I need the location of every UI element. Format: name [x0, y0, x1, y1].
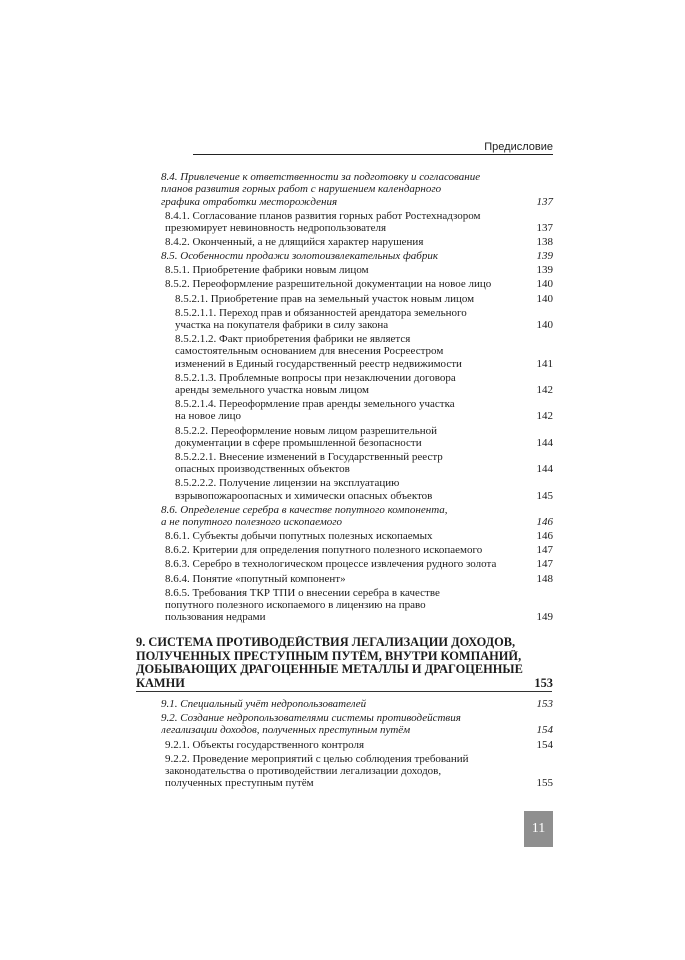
toc-page-number: 144: [536, 463, 553, 476]
toc-entry-line: [165, 765, 533, 777]
toc-subsection-entry: [135, 307, 553, 332]
toc-entry-line: [136, 677, 533, 690]
toc-entry-text: 8.5.1. Приобретение фабрики новым лицом: [165, 264, 369, 277]
toc-entry-text: ДОБЫВАЮЩИХ ДРАГОЦЕННЫЕ МЕТАЛЛЫ И ДРАГОЦЕННЫЕ: [136, 663, 523, 677]
toc-entry-line: [175, 477, 533, 489]
toc-entry-line: [161, 724, 533, 736]
toc-entry-text: 9.2.2. Проведение мероприятий с целью соблюдения требований: [165, 752, 469, 765]
toc-entry-line: [175, 293, 533, 305]
toc-page-number: 137: [536, 195, 553, 208]
toc-subsection-entry: [135, 451, 553, 476]
toc-entry-line: [165, 278, 533, 290]
toc-entry-text: графика отработки месторождения: [161, 195, 338, 208]
toc-section-entry: [135, 712, 553, 737]
toc-section-entry: [135, 698, 553, 710]
toc-entry-line: [175, 437, 533, 449]
toc-entry-line: [161, 516, 533, 528]
toc-section-entry: [135, 250, 553, 262]
toc-page-number: 137: [536, 221, 553, 234]
toc-entry-text: 8.5.2.1. Приобретение прав на земельный участок новым лицом: [175, 292, 475, 305]
toc-page-number: 141: [536, 357, 553, 370]
toc-entry-line: [161, 504, 533, 516]
toc-entry-text: 8.5. Особенности продажи золотоизвлекательных фабрик: [161, 250, 438, 263]
toc-subsection-entry: [135, 333, 553, 370]
toc-entry-text: попутного полезного ископаемого в лицензию на право: [165, 598, 426, 611]
toc-entry-line: [165, 210, 533, 222]
toc-entry-text: 8.6.5. Требования ТКР ТПИ о внесении серебра в качестве: [165, 586, 440, 599]
toc-chapter-entry: [135, 636, 553, 690]
toc-entry-text: изменений в Единый государственный реестр недвижимости: [175, 357, 462, 370]
chapter-underline: [136, 691, 552, 692]
toc-entry-line: [165, 739, 533, 751]
toc-page-number: 144: [536, 436, 553, 449]
toc-entry-line: [175, 358, 533, 370]
toc-entry-text: 8.4.1. Согласование планов развития горных работ Ростехнадзором: [165, 209, 481, 222]
toc-entry-text: 8.5.2.1.2. Факт приобретения фабрики не является: [175, 333, 411, 346]
toc-entry-text: 8.5.2.2.1. Внесение изменений в Государственный реестр: [175, 450, 443, 463]
toc-page-number: 142: [536, 410, 553, 423]
toc-entry-text: пользования недрами: [165, 611, 266, 624]
toc-subsection-entry: [135, 477, 553, 502]
toc-entry-line: [165, 222, 533, 234]
toc-page-number: 145: [536, 489, 553, 502]
toc-page-number: 140: [536, 318, 553, 331]
toc-entry-line: [165, 544, 533, 556]
toc-subsection-entry: [135, 236, 553, 248]
toc-page-number: 140: [536, 292, 553, 305]
toc-entry-text: 8.5.2. Переоформление разрешительной документации на новое лицо: [165, 278, 492, 291]
toc-entry-text: 9. СИСТЕМА ПРОТИВОДЕЙСТВИЯ ЛЕГАЛИЗАЦИИ ДОХОДОВ,: [136, 636, 516, 650]
toc-page-number: 147: [536, 544, 553, 557]
toc-page-number: 154: [536, 724, 553, 737]
header-rule: [193, 154, 553, 155]
toc-entry-line: [165, 264, 533, 276]
toc-entry-line: [175, 463, 533, 475]
toc-entry-text: а не попутного полезного ископаемого: [161, 515, 343, 528]
toc-entry-line: [161, 698, 533, 710]
toc-subsection-entry: [135, 739, 553, 751]
toc-page-number: 140: [536, 278, 553, 291]
toc-entry-line: [175, 345, 533, 357]
toc-subsection-entry: [135, 587, 553, 624]
toc-subsection-entry: [135, 425, 553, 450]
toc-entry-text: на новое лицо: [175, 410, 242, 423]
toc-page-number: 155: [536, 777, 553, 790]
toc-entry-text: 9.1. Специальный учёт недропользователей: [161, 698, 367, 711]
toc-entry-line: [136, 663, 533, 676]
toc-entry-line: [165, 599, 533, 611]
toc-page-number: 153: [534, 675, 553, 690]
toc-subsection-entry: [135, 372, 553, 397]
toc-subsection-entry: [135, 530, 553, 542]
toc-entry-line: [165, 611, 533, 623]
toc-page-number: 148: [536, 572, 553, 585]
toc-entry-text: 8.6. Определение серебра в качестве попутного компонента,: [161, 503, 448, 516]
toc-entry-line: [175, 384, 533, 396]
toc-entry-text: участка на покупателя фабрики в силу закона: [175, 318, 389, 331]
toc-entry-line: [165, 777, 533, 789]
toc-entry-text: 8.6.3. Серебро в технологическом процессе извлечения рудного золота: [165, 558, 497, 571]
toc-subsection-entry: [135, 278, 553, 290]
toc-entry-text: 8.6.2. Критерии для определения попутного полезного ископаемого: [165, 544, 483, 557]
toc-subsection-entry: [135, 264, 553, 276]
toc-entry-line: [175, 451, 533, 463]
toc-entry-line: [175, 490, 533, 502]
toc-entry-line: [175, 307, 533, 319]
toc-entry-text: законодательства о противодействии легализации доходов,: [165, 764, 442, 777]
toc-entry-line: [136, 636, 533, 649]
toc-entry-line: [161, 183, 533, 195]
toc-section-entry: [135, 504, 553, 529]
toc-page-number: 149: [536, 611, 553, 624]
page-number: 11: [524, 811, 553, 847]
toc-entry-line: [161, 171, 533, 183]
toc-entry-line: [165, 530, 533, 542]
toc-page-number: 146: [536, 530, 553, 543]
toc-entry-line: [175, 410, 533, 422]
toc-entry-line: [161, 250, 533, 262]
toc-page-number: 146: [536, 515, 553, 528]
toc-page-number: 139: [536, 264, 553, 277]
toc-page-number: 138: [536, 236, 553, 249]
toc-entry-text: 8.4.2. Оконченный, а не длящийся характер нарушения: [165, 236, 424, 249]
toc-entry-line: [165, 753, 533, 765]
toc-section-entry: [135, 171, 553, 208]
toc-entry-text: легализации доходов, полученных преступным путём: [161, 724, 411, 737]
toc-entry-text: опасных производственных объектов: [175, 463, 350, 476]
toc-entry-line: [175, 372, 533, 384]
toc-entry-text: аренды земельного участка новым лицом: [175, 384, 369, 397]
toc-entry-text: 9.2. Создание недропользователями системы противодействия: [161, 712, 461, 725]
toc-entry-line: [136, 650, 533, 663]
toc-page-number: 142: [536, 384, 553, 397]
toc-subsection-entry: [135, 293, 553, 305]
table-of-contents: [135, 171, 553, 789]
toc-subsection-entry: [135, 398, 553, 423]
toc-entry-text: 8.5.2.1.4. Переоформление прав аренды земельного участка: [175, 398, 455, 411]
toc-page-number: 139: [536, 250, 553, 263]
toc-entry-text: 8.5.2.2.2. Получение лицензии на эксплуатацию: [175, 477, 400, 490]
toc-entry-text: полученных преступным путём: [165, 777, 314, 790]
toc-subsection-entry: [135, 558, 553, 570]
toc-entry-line: [175, 319, 533, 331]
toc-entry-text: планов развития горных работ с нарушением календарного: [161, 183, 442, 196]
toc-entry-text: 8.5.2.1.1. Переход прав и обязанностей арендатора земельного: [175, 306, 467, 319]
toc-entry-text: КАМНИ: [136, 676, 185, 690]
toc-entry-line: [161, 196, 533, 208]
toc-entry-text: самостоятельным основанием для внесения Росреестром: [175, 345, 444, 358]
toc-page-number: 154: [536, 738, 553, 751]
toc-subsection-entry: [135, 544, 553, 556]
running-header-title: Предисловие: [484, 141, 553, 153]
toc-page-number: 153: [536, 698, 553, 711]
toc-entry-text: 8.4. Привлечение к ответственности за подготовку и согласование: [161, 171, 481, 183]
toc-entry-text: 8.5.2.2. Переоформление новым лицом разрешительной: [175, 424, 438, 437]
toc-subsection-entry: [135, 210, 553, 235]
toc-entry-text: 8.5.2.1.3. Проблемные вопросы при незаключении договора: [175, 371, 456, 384]
toc-entry-line: [165, 587, 533, 599]
toc-entry-line: [161, 712, 533, 724]
toc-entry-line: [175, 398, 533, 410]
toc-entry-text: 9.2.1. Объекты государственного контроля: [165, 738, 364, 751]
toc-entry-text: взрывопожароопасных и химически опасных объектов: [175, 489, 433, 502]
toc-entry-text: 8.6.4. Понятие «попутный компонент»: [165, 572, 346, 585]
toc-entry-text: документации в сфере промышленной безопасности: [175, 436, 422, 449]
toc-entry-text: 8.6.1. Субъекты добычи попутных полезных ископаемых: [165, 530, 433, 543]
toc-entry-text: ПОЛУЧЕННЫХ ПРЕСТУПНЫМ ПУТЁМ, ВНУТРИ КОМПАНИЙ,: [136, 649, 522, 663]
toc-entry-line: [175, 425, 533, 437]
toc-page-number: 147: [536, 558, 553, 571]
toc-entry-line: [165, 573, 533, 585]
toc-subsection-entry: [135, 573, 553, 585]
toc-entry-line: [165, 558, 533, 570]
toc-entry-line: [165, 236, 533, 248]
toc-subsection-entry: [135, 753, 553, 790]
toc-entry-text: презюмирует невиновность недропользователя: [165, 221, 386, 234]
toc-entry-line: [175, 333, 533, 345]
